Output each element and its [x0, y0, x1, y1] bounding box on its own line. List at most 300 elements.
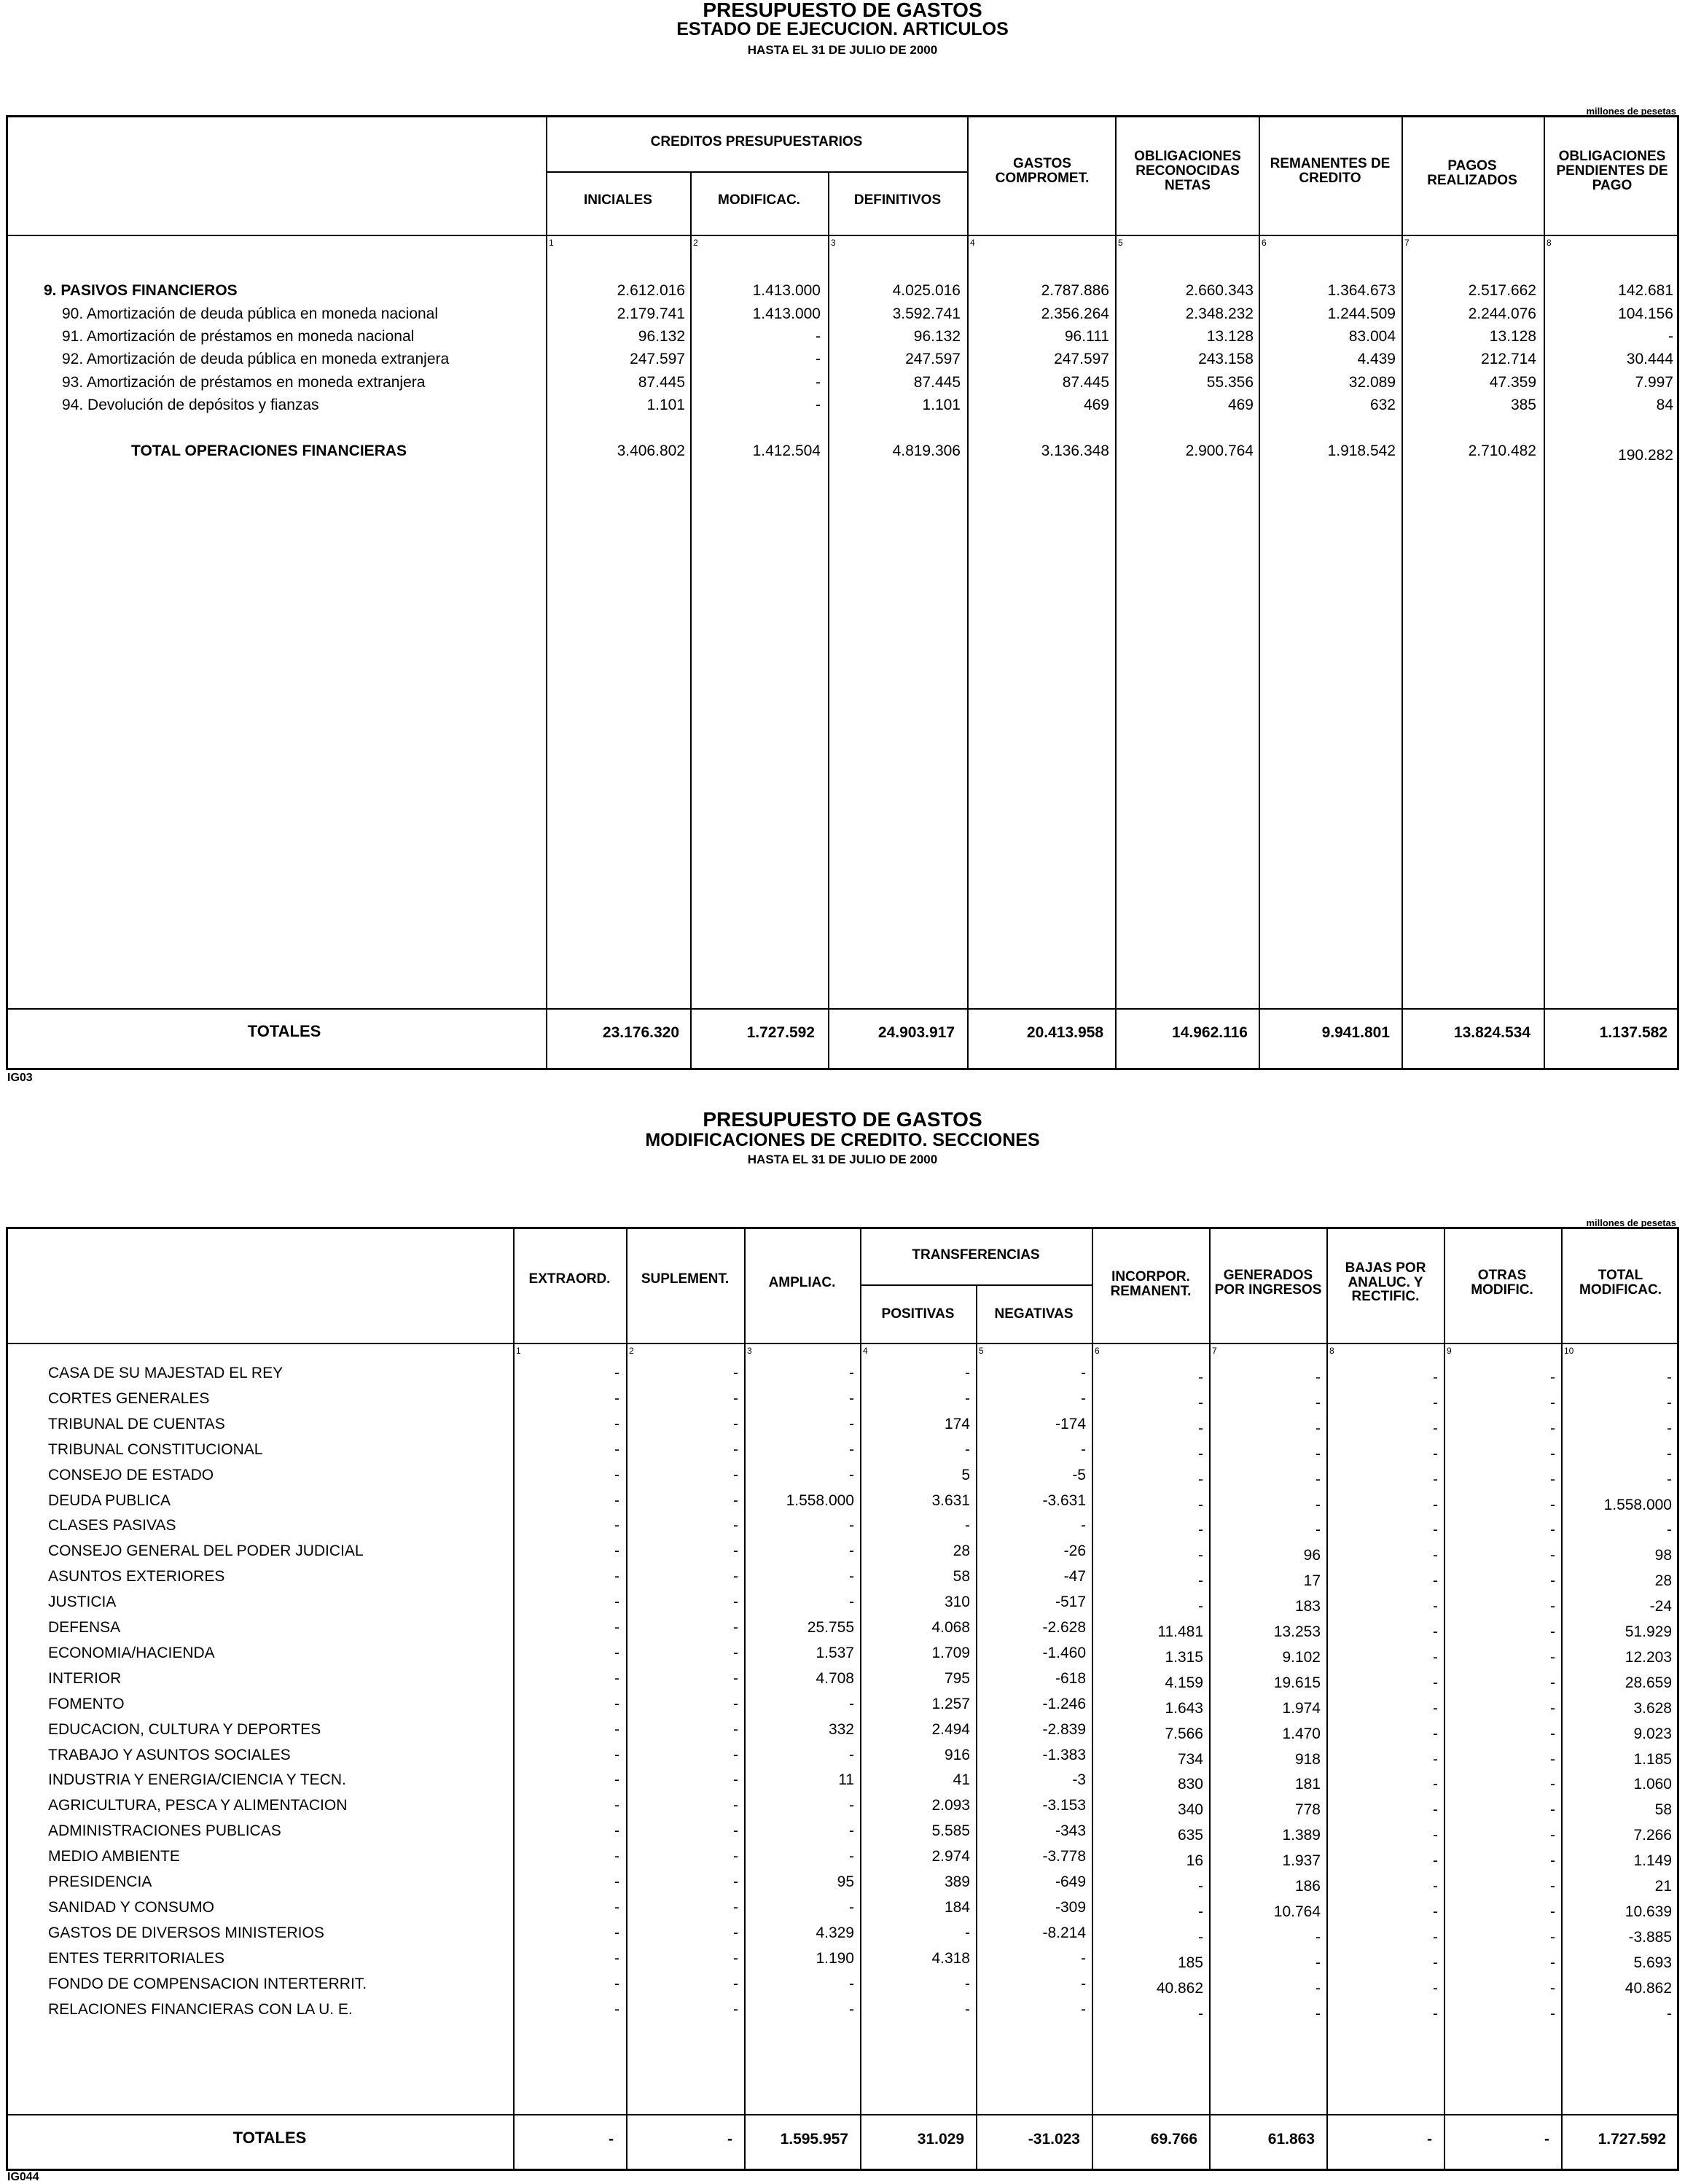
cell-value: 332 [828, 1720, 854, 1738]
cell-value: - [1433, 1776, 1438, 1793]
cell-value: 12.203 [1625, 1648, 1672, 1666]
total-value: - [1427, 2131, 1432, 2148]
cell-value: - [1315, 1928, 1321, 1946]
row-label: TRABAJO Y ASUNTOS SOCIALES [48, 1746, 291, 1763]
cell-value: 1.918.542 [1327, 442, 1396, 459]
cell-value: - [1550, 1369, 1555, 1386]
cell-value: - [1550, 1852, 1555, 1870]
cell-value: 212.714 [1481, 351, 1536, 367]
cell-value: -3.778 [1042, 1848, 1086, 1865]
sheet1-header-definitivos: DEFINITIVOS [853, 192, 942, 208]
cell-value: -5 [1072, 1466, 1086, 1483]
row-label: RELACIONES FINANCIERAS CON LA U. E. [48, 2000, 353, 2018]
cell-value: - [614, 1746, 619, 1763]
cell-value: - [1433, 1801, 1438, 1819]
cell-value: - [1433, 1369, 1438, 1386]
cell-value: - [1433, 1725, 1438, 1742]
cell-value: 2.494 [931, 1720, 970, 1738]
cell-value: - [1550, 1954, 1555, 1971]
row-label: TRIBUNAL DE CUENTAS [48, 1415, 225, 1432]
sheet2-colnum: 4 [863, 1346, 868, 1356]
row-label: FONDO DE COMPENSACION INTERTERRIT. [48, 1975, 367, 1992]
sheet2-col-divider [626, 1227, 628, 2171]
cell-value: 1.413.000 [752, 282, 821, 299]
row-label: 9. PASIVOS FINANCIEROS [44, 282, 238, 299]
cell-value: - [614, 1695, 619, 1712]
cell-value: - [614, 1389, 619, 1407]
cell-value: - [614, 1797, 619, 1814]
cell-value: - [1198, 1572, 1203, 1590]
cell-value: 1.149 [1633, 1852, 1672, 1870]
cell-value: 184 [944, 1898, 970, 1916]
cell-value: - [1550, 1776, 1555, 1793]
cell-value: - [1198, 1369, 1203, 1386]
cell-value: 1.190 [816, 1949, 854, 1967]
cell-value: 632 [1369, 397, 1396, 413]
cell-value: 47.359 [1489, 374, 1536, 391]
sheet1-header-rule [6, 235, 1679, 236]
cell-value: - [733, 1822, 738, 1840]
cell-value: 1.558.000 [1603, 1496, 1672, 1513]
cell-value: - [1550, 1903, 1555, 1920]
cell-value: 1.709 [931, 1644, 970, 1661]
cell-value: 830 [1177, 1776, 1203, 1793]
cell-value: -8.214 [1042, 1924, 1086, 1941]
cell-value: 7.566 [1165, 1725, 1203, 1742]
cell-value: 10.639 [1625, 1903, 1672, 1920]
sheet2-header-positivas: POSITIVAS [881, 1306, 955, 1322]
cell-value: - [849, 1466, 854, 1483]
cell-value: - [1081, 2000, 1086, 2018]
cell-value: 7.997 [1635, 374, 1673, 391]
cell-value: - [1668, 328, 1673, 345]
cell-value: - [1433, 1674, 1438, 1691]
cell-value: - [1433, 1750, 1438, 1768]
cell-value: 5 [961, 1466, 970, 1483]
cell-value: - [733, 1669, 738, 1687]
cell-value: - [733, 1491, 738, 1509]
cell-value: 87.445 [913, 374, 961, 391]
cell-value: - [1315, 1496, 1321, 1513]
total-value: 23.176.320 [602, 1024, 679, 1041]
sheet2-header-incorpor: INCORPOR. REMANENT. [1110, 1269, 1192, 1299]
cell-value: - [1315, 2005, 1321, 2022]
sheet1-group-divider [546, 171, 967, 173]
sheet2-colnum: 1 [516, 1346, 521, 1356]
cell-value: - [1315, 1445, 1321, 1462]
cell-value: - [733, 1543, 738, 1560]
cell-value: - [1550, 1470, 1555, 1488]
cell-value: - [733, 1898, 738, 1916]
sheet1-header-obligaciones: OBLIGACIONES RECONOCIDAS NETAS [1134, 149, 1241, 193]
row-label: CLASES PASIVAS [48, 1517, 176, 1534]
total-value: 13.824.534 [1453, 1024, 1530, 1041]
cell-value: - [1433, 1699, 1438, 1717]
cell-value: 2.244.076 [1468, 305, 1536, 322]
cell-value: 2.093 [931, 1797, 970, 1814]
cell-value: - [614, 1771, 619, 1789]
sheet1-header-pendientes: OBLIGACIONES PENDIENTES DE PAGO [1556, 149, 1668, 193]
cell-value: - [1667, 1369, 1672, 1386]
sheet1-page-code: IG03 [7, 1072, 33, 1084]
cell-value: - [1433, 1648, 1438, 1666]
sheet2-col-divider [1444, 1227, 1445, 2171]
cell-value: 87.445 [638, 374, 685, 391]
cell-value: - [1550, 1648, 1555, 1666]
sheet2-col-divider [1561, 1227, 1563, 2171]
sheet2-header-suplement: SUPLEMENT. [641, 1271, 730, 1287]
cell-value: - [614, 1669, 619, 1687]
cell-value: 28 [953, 1543, 970, 1560]
cell-value: 5.693 [1633, 1954, 1672, 1971]
cell-value: - [1433, 1903, 1438, 1920]
cell-value: - [849, 1568, 854, 1586]
sheet2-header-ampliac: AMPLIAC. [768, 1275, 836, 1291]
cell-value: - [1550, 1699, 1555, 1717]
cell-value: - [733, 1440, 738, 1458]
sheet2-colnum: 6 [1095, 1346, 1100, 1356]
cell-value: - [614, 1975, 619, 1992]
cell-value: 4.329 [816, 1924, 854, 1941]
cell-value: 51.929 [1625, 1623, 1672, 1640]
cell-value: -649 [1055, 1873, 1086, 1890]
cell-value: - [1198, 1496, 1203, 1513]
sheet1-header-creditos: CREDITOS PRESUPUESTARIOS [650, 134, 863, 150]
cell-value: - [614, 1848, 619, 1865]
cell-value: 41 [953, 1771, 970, 1789]
cell-value: - [1198, 1394, 1203, 1411]
cell-value: - [1667, 1445, 1672, 1462]
cell-value: 174 [944, 1415, 970, 1432]
sheet1-subtitle: ESTADO DE EJECUCION. ARTICULOS [676, 19, 1009, 39]
total-value: 14.962.116 [1172, 1024, 1248, 1041]
cell-value: 1.060 [1633, 1776, 1672, 1793]
total-value: 20.413.958 [1026, 1024, 1103, 1041]
cell-value: - [733, 1771, 738, 1789]
sheet2-colnum: 8 [1329, 1346, 1334, 1356]
cell-value: - [816, 374, 821, 391]
cell-value: - [1433, 1852, 1438, 1870]
cell-value: - [849, 1822, 854, 1840]
cell-value: - [733, 1720, 738, 1738]
sheet1-unit-label: millones de pesetas [1586, 106, 1676, 117]
total-value: 1.137.582 [1599, 1024, 1668, 1041]
cell-value: -1.246 [1042, 1695, 1086, 1712]
cell-value: 247.597 [905, 351, 961, 367]
cell-value: - [733, 1924, 738, 1941]
sheet2-date: HASTA EL 31 DE JULIO DE 2000 [747, 1153, 938, 1166]
cell-value: 1.364.673 [1327, 282, 1396, 299]
cell-value: - [1550, 2005, 1555, 2022]
total-value: 9.941.801 [1321, 1024, 1390, 1041]
cell-value: - [1433, 1572, 1438, 1590]
cell-value: - [1315, 1521, 1321, 1539]
cell-value: - [733, 1466, 738, 1483]
row-label: DEFENSA [48, 1619, 121, 1636]
row-label: ENTES TERRITORIALES [48, 1949, 224, 1967]
cell-value: - [614, 1491, 619, 1509]
sheet2-totals-rule [6, 2114, 1679, 2115]
cell-value: 25.755 [807, 1619, 854, 1636]
cell-value: - [1433, 1419, 1438, 1437]
cell-value: - [1550, 1878, 1555, 1895]
cell-value: 4.159 [1165, 1674, 1203, 1691]
cell-value: 55.356 [1206, 374, 1254, 391]
cell-value: - [1198, 1598, 1203, 1615]
cell-value: 2.179.741 [617, 305, 685, 322]
cell-value: -1.460 [1042, 1644, 1086, 1661]
cell-value: - [614, 1644, 619, 1661]
sheet1-title: PRESUPUESTO DE GASTOS [703, 0, 982, 21]
cell-value: - [965, 1440, 970, 1458]
cell-value: - [1198, 1419, 1203, 1437]
cell-value: - [1433, 1623, 1438, 1640]
cell-value: - [733, 1619, 738, 1636]
sheet2-colnum: 7 [1212, 1346, 1217, 1356]
total-value: 31.029 [917, 2131, 964, 2148]
sheet1-colnum: 6 [1262, 238, 1267, 248]
cell-value: 11.481 [1157, 1623, 1203, 1640]
cell-value: -618 [1055, 1669, 1086, 1687]
sheet1-totals-rule [6, 1008, 1679, 1010]
cell-value: - [733, 1568, 738, 1586]
cell-value: - [1081, 1517, 1086, 1534]
row-label: 90. Amortización de deuda pública en moneda nacional [62, 305, 439, 322]
cell-value: 28 [1654, 1572, 1672, 1590]
row-label: MEDIO AMBIENTE [48, 1848, 180, 1865]
sheet2-header-bajas: BAJAS POR ANALUC. Y RECTIFIC. [1345, 1260, 1426, 1305]
cell-value: 247.597 [630, 351, 685, 367]
row-label: ASUNTOS EXTERIORES [48, 1568, 225, 1586]
cell-value: - [1081, 1949, 1086, 1967]
cell-value: - [614, 2000, 619, 2018]
cell-value: - [614, 1924, 619, 1941]
total-value: - [727, 2131, 732, 2148]
cell-value: - [614, 1543, 619, 1560]
cell-value: -24 [1649, 1598, 1672, 1615]
cell-value: 96 [1303, 1547, 1321, 1564]
cell-value: 916 [944, 1746, 970, 1763]
sheet2-header-rule [6, 1343, 1679, 1344]
cell-value: 4.819.306 [892, 442, 961, 459]
sheet2-colnum: 5 [979, 1346, 984, 1356]
total-value: 61.863 [1267, 2131, 1315, 2148]
cell-value: -3.631 [1042, 1491, 1086, 1509]
sheet1-date: HASTA EL 31 DE JULIO DE 2000 [747, 43, 938, 57]
cell-value: - [849, 1517, 854, 1534]
sheet1-colnum: 2 [693, 238, 698, 248]
cell-value: - [614, 1898, 619, 1916]
sheet1-colnum: 3 [831, 238, 836, 248]
cell-value: -3.885 [1628, 1928, 1672, 1946]
cell-value: - [1550, 1827, 1555, 1844]
sheet2-title: PRESUPUESTO DE GASTOS [703, 1108, 982, 1131]
row-label: 91. Amortización de préstamos en moneda nacional [62, 328, 415, 345]
sheet1-col-divider [1259, 115, 1260, 1070]
cell-value: 1.389 [1282, 1827, 1321, 1844]
row-label: TOTAL OPERACIONES FINANCIERAS [131, 442, 407, 459]
cell-value: 3.136.348 [1041, 442, 1109, 459]
cell-value: - [965, 1517, 970, 1534]
cell-value: - [849, 1543, 854, 1560]
cell-value: - [849, 1746, 854, 1763]
row-label: FOMENTO [48, 1695, 125, 1712]
sheet2-colnum: 9 [1447, 1346, 1452, 1356]
cell-value: 30.444 [1626, 351, 1673, 367]
sheet1-col-divider [546, 115, 547, 1070]
sheet2-header-total: TOTAL MODIFICAC. [1579, 1268, 1662, 1298]
total-value: 1.727.592 [746, 1024, 815, 1041]
cell-value: 13.128 [1206, 328, 1254, 345]
cell-value: -47 [1063, 1568, 1086, 1586]
cell-value: - [614, 1517, 619, 1534]
cell-value: - [733, 1415, 738, 1432]
cell-value: 190.282 [1618, 447, 1673, 464]
cell-value: - [614, 1365, 619, 1381]
cell-value: - [816, 351, 821, 367]
cell-value: - [733, 1746, 738, 1763]
cell-value: 40.862 [1156, 1979, 1203, 1997]
sheet2-col-divider [1209, 1227, 1211, 2171]
sheet2-col-divider [1092, 1227, 1093, 2171]
cell-value: 11 [838, 1771, 854, 1789]
cell-value: 2.612.016 [617, 282, 685, 299]
cell-value: - [1667, 1419, 1672, 1437]
cell-value: 58 [953, 1568, 970, 1586]
cell-value: - [733, 1389, 738, 1407]
row-label: PRESIDENCIA [48, 1873, 152, 1890]
cell-value: 95 [837, 1873, 854, 1890]
cell-value: - [849, 1695, 854, 1712]
cell-value: - [816, 328, 821, 345]
sheet2-header-generados: GENERADOS POR INGRESOS [1214, 1267, 1322, 1298]
sheet1-col-divider [1401, 115, 1403, 1070]
cell-value: -174 [1055, 1415, 1086, 1432]
total-value: 24.903.917 [877, 1024, 955, 1041]
cell-value: - [849, 2000, 854, 2018]
row-label: INDUSTRIA Y ENERGIA/CIENCIA Y TECN. [48, 1771, 346, 1789]
sheet1-header-gastos: GASTOS COMPROMET. [995, 156, 1090, 186]
sheet2-unit-label: millones de pesetas [1586, 1217, 1676, 1228]
sheet2-totals-label: TOTALES [232, 2129, 307, 2147]
row-label: AGRICULTURA, PESCA Y ALIMENTACION [48, 1797, 348, 1814]
cell-value: -343 [1055, 1822, 1086, 1840]
cell-value: - [1081, 1975, 1086, 1992]
sheet2-header-transferencias: TRANSFERENCIAS [912, 1247, 1040, 1263]
cell-value: 1.413.000 [752, 305, 821, 322]
cell-value: 389 [944, 1873, 970, 1890]
cell-value: - [1081, 1365, 1086, 1381]
cell-value: 16 [1186, 1852, 1203, 1870]
cell-value: 96.132 [638, 328, 685, 345]
cell-value: - [1315, 1954, 1321, 1971]
cell-value: 40.862 [1625, 1979, 1672, 1997]
sheet1-colnum: 8 [1547, 238, 1552, 248]
cell-value: - [1433, 1954, 1438, 1971]
cell-value: - [1081, 1389, 1086, 1407]
cell-value: 469 [1083, 397, 1109, 413]
cell-value: - [733, 1365, 738, 1381]
sheet2-colnum: 3 [747, 1346, 752, 1356]
cell-value: - [1550, 1725, 1555, 1742]
total-value: -31.023 [1028, 2131, 1080, 2148]
cell-value: 2.348.232 [1185, 305, 1254, 322]
sheet1-header-remanentes: REMANENTES DE CREDITO [1270, 156, 1391, 186]
cell-value: - [849, 1594, 854, 1611]
cell-value: - [1550, 1979, 1555, 1997]
row-label: INTERIOR [48, 1669, 122, 1687]
cell-value: - [965, 1365, 970, 1381]
sheet1-colnum: 7 [1404, 238, 1410, 248]
total-value: 69.766 [1150, 2131, 1197, 2148]
cell-value: - [614, 1720, 619, 1738]
cell-value: 795 [944, 1669, 970, 1687]
cell-value: - [1433, 1521, 1438, 1539]
sheet1-header-pagos: PAGOS REALIZADOS [1427, 158, 1517, 188]
cell-value: 1.974 [1282, 1699, 1321, 1717]
cell-value: 32.089 [1348, 374, 1396, 391]
cell-value: - [733, 2000, 738, 2018]
cell-value: - [1550, 1750, 1555, 1768]
cell-value: - [1550, 1419, 1555, 1437]
cell-value: - [733, 1517, 738, 1534]
cell-value: - [733, 1797, 738, 1814]
cell-value: - [1315, 1419, 1321, 1437]
row-label: EDUCACION, CULTURA Y DEPORTES [48, 1720, 321, 1738]
cell-value: 7.266 [1633, 1827, 1672, 1844]
cell-value: - [816, 397, 821, 413]
cell-value: -309 [1055, 1898, 1086, 1916]
total-value: - [609, 2131, 614, 2148]
cell-value: 778 [1294, 1801, 1321, 1819]
row-label: CORTES GENERALES [48, 1389, 210, 1407]
cell-value: 469 [1227, 397, 1254, 413]
cell-value: 1.537 [816, 1644, 854, 1661]
cell-value: - [1198, 1903, 1203, 1920]
cell-value: -517 [1055, 1594, 1086, 1611]
cell-value: - [849, 1440, 854, 1458]
cell-value: 1.412.504 [752, 442, 821, 459]
cell-value: 5.585 [931, 1822, 970, 1840]
sheet1-colnum: 5 [1118, 238, 1123, 248]
cell-value: 19.615 [1273, 1674, 1321, 1691]
cell-value: 4.708 [816, 1669, 854, 1687]
cell-value: 918 [1294, 1750, 1321, 1768]
row-label: GASTOS DE DIVERSOS MINISTERIOS [48, 1924, 324, 1941]
cell-value: - [965, 2000, 970, 2018]
cell-value: -1.383 [1042, 1746, 1086, 1763]
cell-value: 3.631 [931, 1491, 970, 1509]
cell-value: - [1198, 1928, 1203, 1946]
row-label: CONSEJO GENERAL DEL PODER JUDICIAL [48, 1543, 364, 1560]
sheet1-table-frame [6, 115, 1679, 1070]
cell-value: 2.517.662 [1468, 282, 1536, 299]
cell-value: - [1667, 1521, 1672, 1539]
cell-value: 635 [1177, 1827, 1203, 1844]
cell-value: 96.132 [913, 328, 961, 345]
cell-value: - [1433, 1598, 1438, 1615]
sheet1-colnum: 1 [549, 238, 554, 248]
cell-value: 247.597 [1054, 351, 1109, 367]
cell-value: 83.004 [1348, 328, 1396, 345]
cell-value: - [1550, 1623, 1555, 1640]
cell-value: - [1315, 1369, 1321, 1386]
cell-value: - [1667, 2005, 1672, 2022]
cell-value: - [733, 1594, 738, 1611]
cell-value: - [733, 1873, 738, 1890]
row-label: ADMINISTRACIONES PUBLICAS [48, 1822, 281, 1840]
cell-value: 2.356.264 [1041, 305, 1109, 322]
